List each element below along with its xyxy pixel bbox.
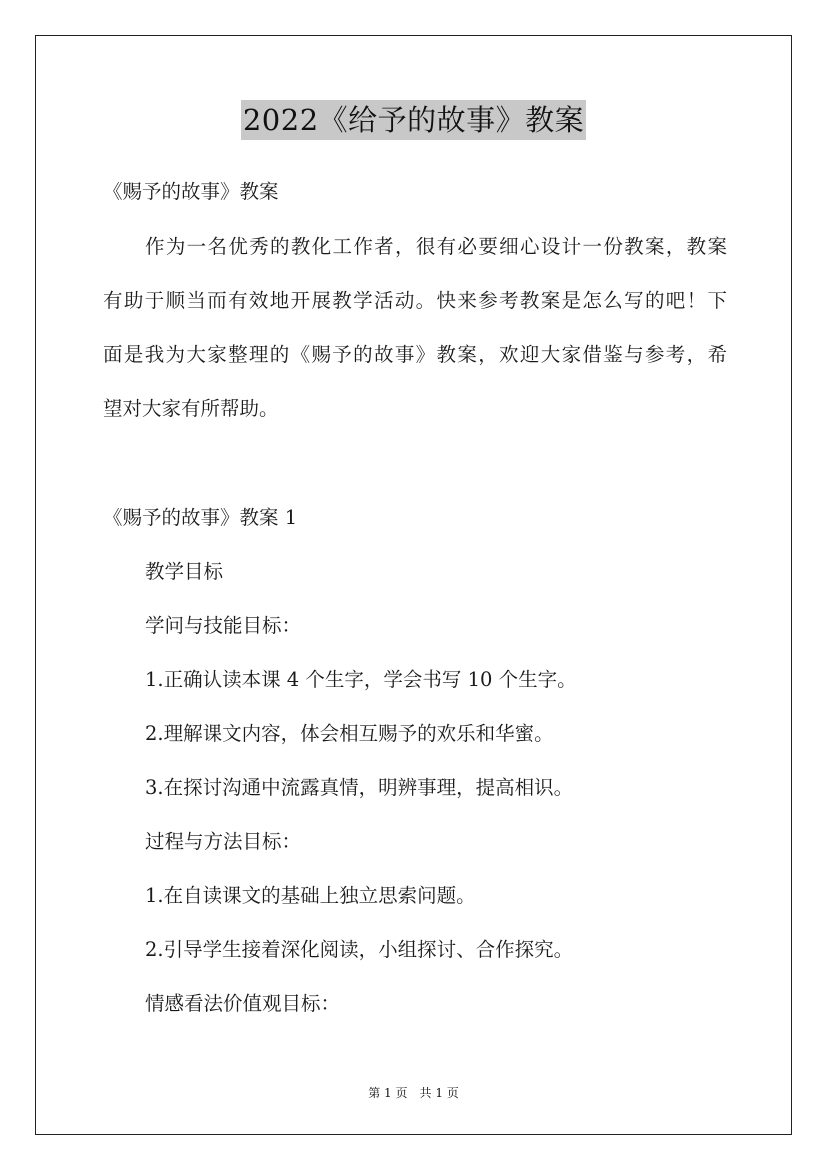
body-line-item-1: 1.正确认读本课 4 个生字，学会书写 10 个生字。 — [145, 668, 577, 691]
intro-line-3: 面是我为大家整理的《赐予的故事》教案，欢迎大家借鉴与参考，希 — [103, 343, 727, 366]
intro-line-4: 望对大家有所帮助。 — [103, 397, 279, 420]
body-line-item-2: 2.理解课文内容，体会相互赐予的欢乐和华蜜。 — [145, 722, 554, 745]
body-line-teaching-goals: 教学目标 — [145, 560, 224, 583]
document-title: 2022《给予的故事》教案 — [241, 100, 586, 140]
document-subtitle: 《赐予的故事》教案 — [103, 180, 279, 203]
page-footer — [0, 1084, 827, 1102]
body-line-item-3: 3.在探讨沟通中流露真情，明辨事理，提高相识。 — [145, 776, 574, 799]
body-line-emotion-goals: 情感看法价值观目标： — [145, 992, 341, 1015]
body-line-knowledge-goals: 学问与技能目标： — [145, 614, 302, 637]
page-number-label: 第 1 页 共 1 页 — [368, 1086, 459, 1100]
title-container — [0, 100, 827, 140]
body-line-process-item-1: 1.在自读课文的基础上独立思索问题。 — [145, 884, 476, 907]
body-line-process-goals: 过程与方法目标： — [145, 830, 302, 853]
intro-line-2: 有助于顺当而有效地开展教学活动。快来参考教案是怎么写的吧！下 — [103, 289, 727, 312]
section-heading: 《赐予的故事》教案 1 — [103, 506, 298, 529]
body-line-process-item-2: 2.引导学生接着深化阅读，小组探讨、合作探究。 — [145, 938, 574, 961]
intro-line-1: 作为一名优秀的教化工作者，很有必要细心设计一份教案，教案 — [145, 235, 727, 258]
